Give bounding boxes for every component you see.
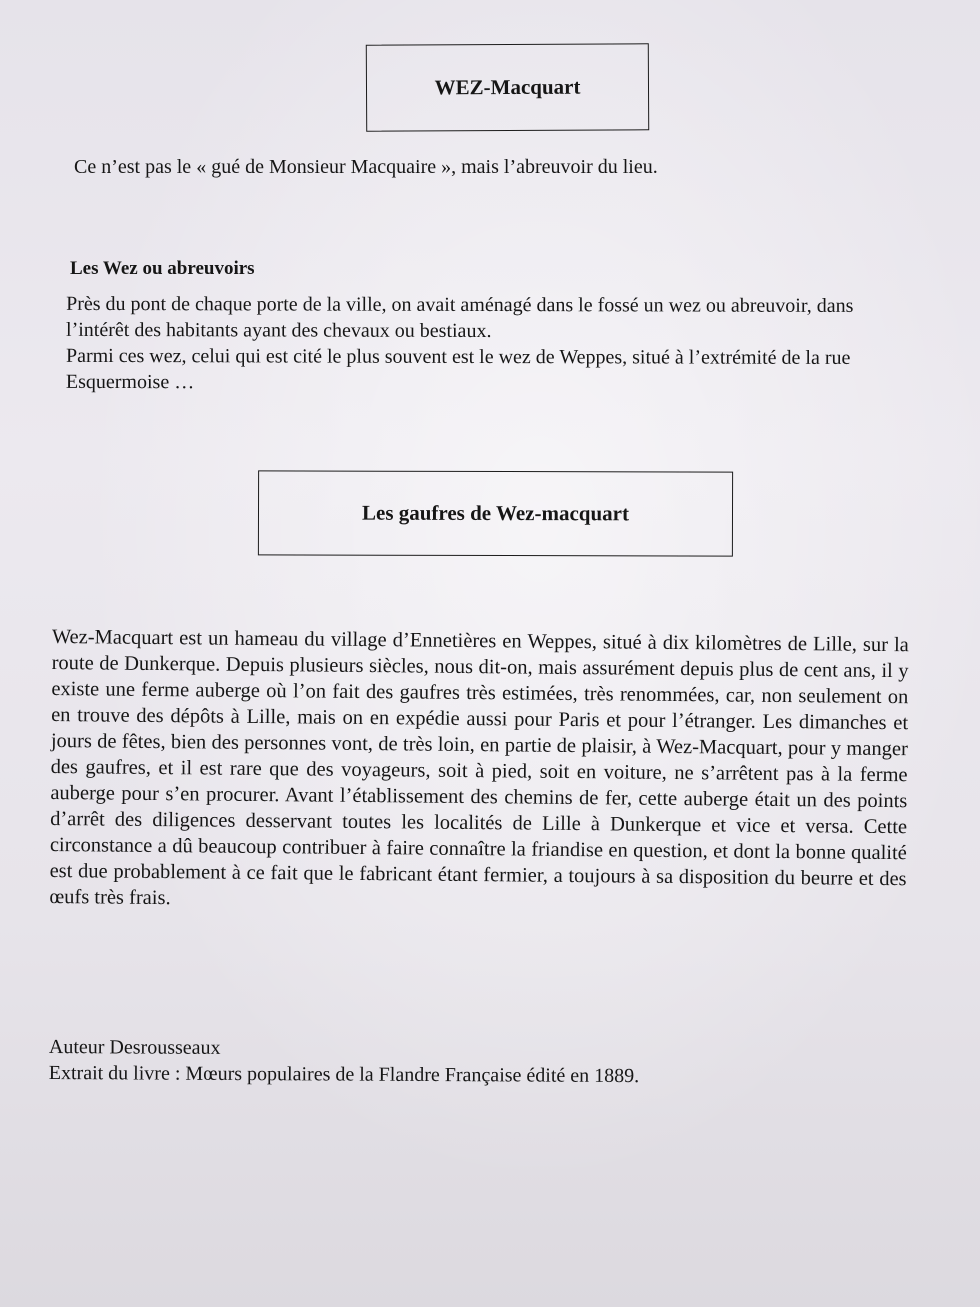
section-body-gaufres: Wez-Macquart est un hameau du village d’Ennetières en Weppes, situé à dix kilomètres de Lille, sur la route de Dunkerque. Depuis plusieurs siècles, nous dit-on, mais assurément depuis plus de cent ans, il y existe une ferme auberge où l’on fait des gaufres très estimées, très renommées, car, non seulement on en trouve des dépôts à Lille, mais on en expédie aussi pour Paris et pour l’étranger. Les dimanches et jours de fêtes, bien des personnes vont, de très loin, en partie de plaisir, à Wez-Macquart, pour y manger des gaufres, et il est rare que des voyageurs, soit à pied, soit en voiture, ne s’arrêtent pas à la ferme auberge pour s’en procurer. Avant l’établissement des chemins de fer, cette auberge était un des points d’arrêt des diligences desservant toutes les localités de Lille à Dunkerque et vice et versa. Cette circonstance a dû beaucoup contribuer à faire connaître la friandise en question, et dont la bonne qualité est due probablement à ce fait que le fabricant étant fermier, a toujours à sa disposition du beurre et des œufs très frais.	[49, 625, 909, 910]
section-heading-wez: Les Wez ou abreuvoirs	[70, 258, 255, 279]
paragraph: Parmi ces wez, celui qui est cité le plus souvent est le wez de Weppes, situé à l’extrémité de la rue Esquermoise …	[65, 344, 851, 394]
footer-credits	[49, 1034, 640, 1089]
intro-sentence: Ce n’est pas le « gué de Monsieur Macquaire », mais l’abreuvoir du lieu.	[74, 156, 658, 178]
document-title: WEZ-Macquart	[434, 74, 581, 100]
section-title-box	[258, 470, 733, 556]
section-body-wez	[66, 291, 912, 397]
author-line: Auteur Desrousseaux	[48, 1036, 221, 1059]
paragraph: Près du pont de chaque porte de la ville, on avait aménagé dans le fossé un wez ou abreuvoir, dans l’intérêt des habitants ayant des chevaux ou bestiaux.	[66, 292, 854, 343]
section-heading-gaufres: Les gaufres de Wez-macquart	[361, 500, 630, 526]
title-box	[366, 43, 649, 131]
source-line: Extrait du livre : Mœurs populaires de la Flandre Française édité en 1889.	[48, 1061, 640, 1088]
